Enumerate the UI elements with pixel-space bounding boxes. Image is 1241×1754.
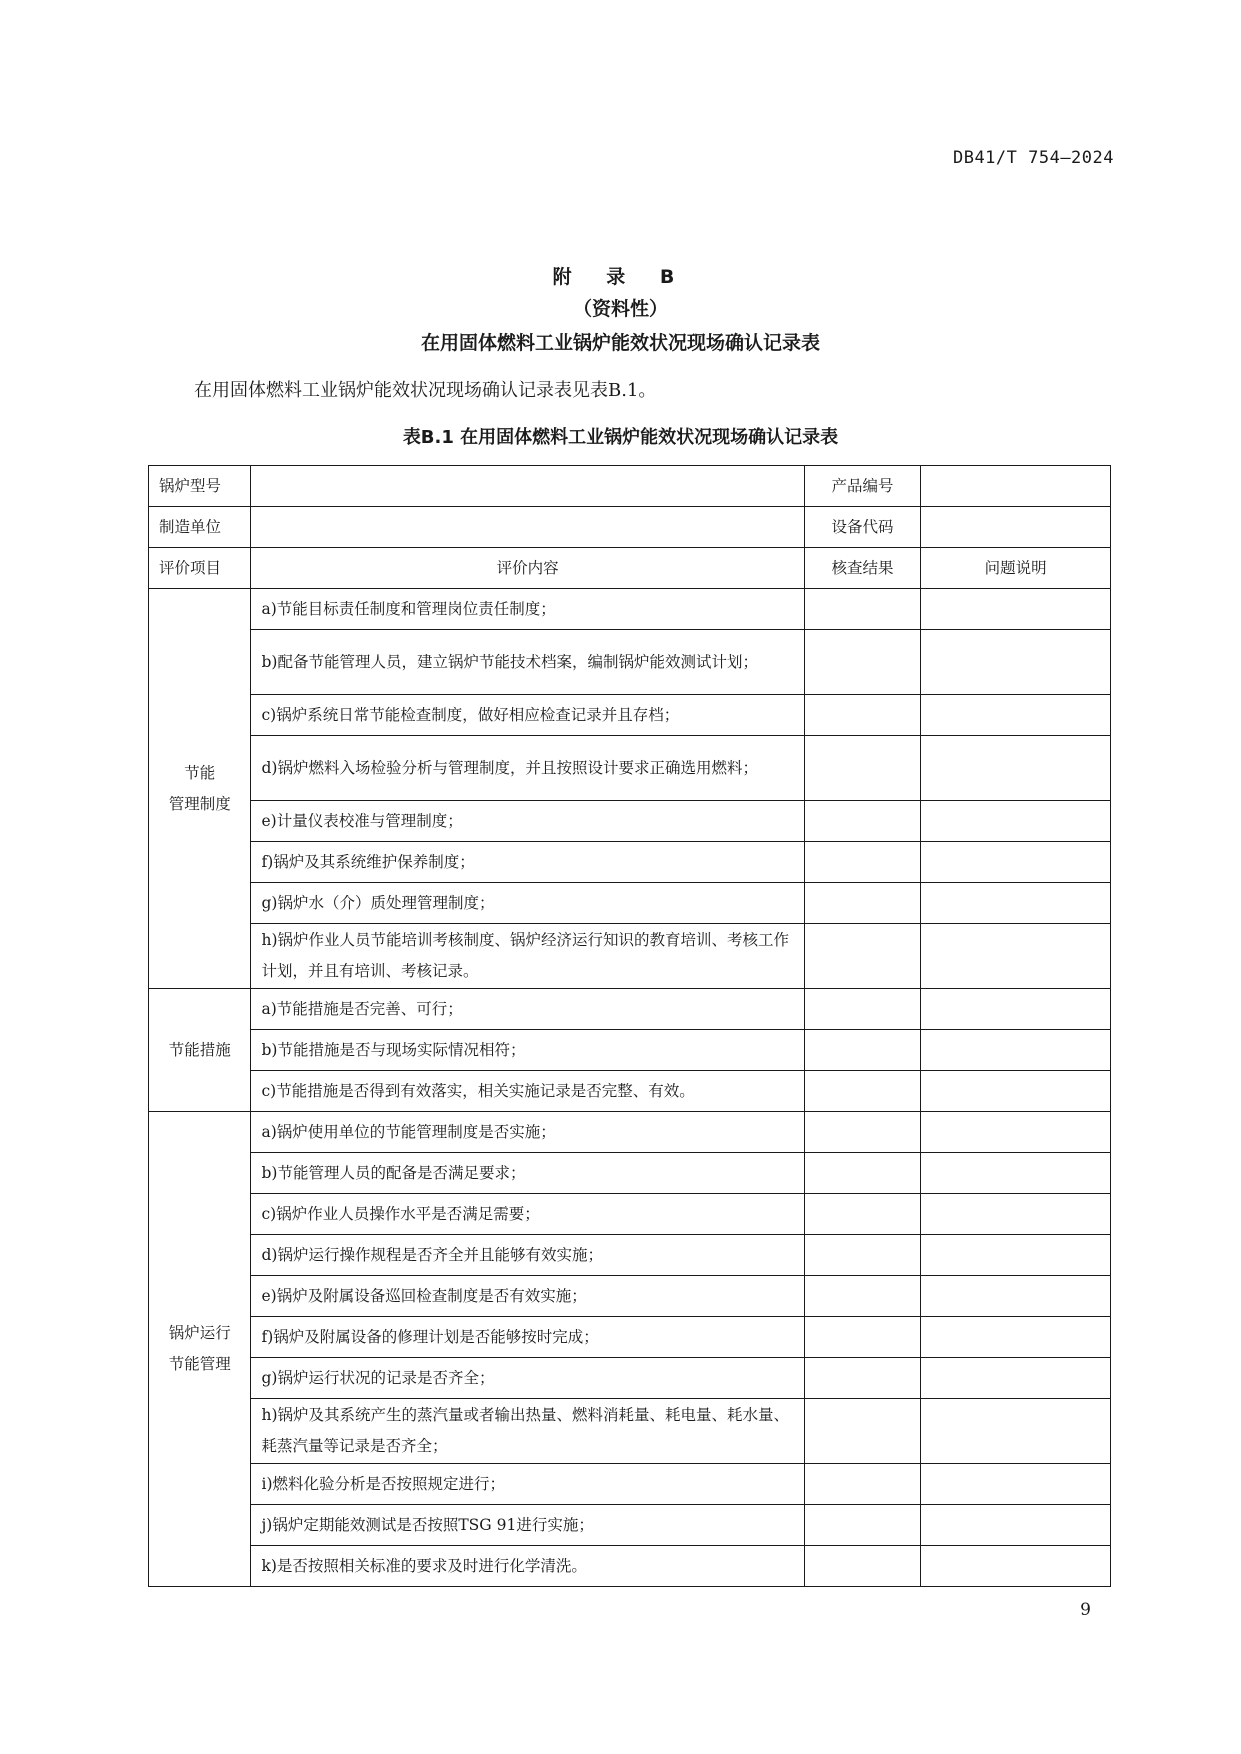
product-number-label: 产品编号 bbox=[804, 466, 920, 507]
evaluation-content: d)锅炉燃料入场检验分析与管理制度，并且按照设计要求正确选用燃料； bbox=[251, 736, 804, 801]
category-label: 节能 bbox=[184, 763, 216, 782]
issue-note-cell bbox=[921, 1071, 1111, 1112]
table-row bbox=[149, 589, 1111, 630]
issue-note-cell bbox=[921, 1276, 1111, 1317]
table-row bbox=[149, 1112, 1111, 1153]
issue-note-cell bbox=[921, 589, 1111, 630]
check-result-cell bbox=[804, 1276, 920, 1317]
header-check-result: 核查结果 bbox=[804, 548, 920, 589]
check-result-cell bbox=[804, 589, 920, 630]
evaluation-content: e)锅炉及附属设备巡回检查制度是否有效实施； bbox=[251, 1276, 804, 1317]
evaluation-content: g)锅炉运行状况的记录是否齐全； bbox=[251, 1358, 804, 1399]
check-result-cell bbox=[804, 1153, 920, 1194]
check-result-cell bbox=[804, 1317, 920, 1358]
evaluation-content: h)锅炉及其系统产生的蒸汽量或者输出热量、燃料消耗量、耗电量、耗水量、耗蒸汽量等记录是否齐全； bbox=[251, 1399, 804, 1464]
table-row bbox=[149, 695, 1111, 736]
check-result-cell bbox=[804, 924, 920, 989]
issue-note-cell bbox=[921, 1546, 1111, 1587]
category-label: 节能管理 bbox=[168, 1355, 231, 1373]
product-number-value bbox=[921, 466, 1111, 507]
table-row bbox=[149, 842, 1111, 883]
table-row bbox=[149, 1194, 1111, 1235]
appendix-label: 附 录 B bbox=[552, 266, 689, 288]
issue-note-cell bbox=[921, 1030, 1111, 1071]
check-result-cell bbox=[804, 1194, 920, 1235]
check-result-cell bbox=[804, 1546, 920, 1587]
issue-note-cell bbox=[921, 1464, 1111, 1505]
evaluation-content: g)锅炉水（介）质处理管理制度； bbox=[251, 883, 804, 924]
table-row bbox=[149, 989, 1111, 1030]
intro-paragraph: 在用固体燃料工业锅炉能效状况现场确认记录表见表B.1。 bbox=[194, 380, 657, 401]
table-row bbox=[149, 1235, 1111, 1276]
evaluation-content: b)节能措施是否与现场实际情况相符； bbox=[251, 1030, 804, 1071]
category-cell bbox=[149, 1112, 251, 1587]
issue-note-cell bbox=[921, 1153, 1111, 1194]
check-result-cell bbox=[804, 883, 920, 924]
issue-note-cell bbox=[921, 1358, 1111, 1399]
table-row bbox=[149, 1317, 1111, 1358]
category-cell bbox=[149, 989, 251, 1112]
issue-note-cell bbox=[921, 1194, 1111, 1235]
issue-note-cell bbox=[921, 736, 1111, 801]
table-row bbox=[149, 801, 1111, 842]
issue-note-cell bbox=[921, 883, 1111, 924]
check-result-cell bbox=[804, 842, 920, 883]
evaluation-content: a)锅炉使用单位的节能管理制度是否实施； bbox=[251, 1112, 804, 1153]
evaluation-content: c)锅炉系统日常节能检查制度，做好相应检查记录并且存档； bbox=[251, 695, 804, 736]
table-row bbox=[149, 883, 1111, 924]
table-row bbox=[149, 1505, 1111, 1546]
table-caption: 表B.1 在用固体燃料工业锅炉能效状况现场确认记录表 bbox=[402, 427, 839, 448]
table-row bbox=[149, 507, 1111, 548]
table-row bbox=[149, 1030, 1111, 1071]
check-result-cell bbox=[804, 1071, 920, 1112]
check-result-cell bbox=[804, 989, 920, 1030]
page-number: 9 bbox=[1080, 1600, 1091, 1620]
issue-note-cell bbox=[921, 695, 1111, 736]
table-row bbox=[149, 924, 1111, 989]
table-row bbox=[149, 630, 1111, 695]
evaluation-content: e)计量仪表校准与管理制度； bbox=[251, 801, 804, 842]
evaluation-content: c)锅炉作业人员操作水平是否满足需要； bbox=[251, 1194, 804, 1235]
evaluation-content: a)节能措施是否完善、可行； bbox=[251, 989, 804, 1030]
table-header-row bbox=[149, 548, 1111, 589]
evaluation-content: c)节能措施是否得到有效落实，相关实施记录是否完整、有效。 bbox=[251, 1071, 804, 1112]
table-row bbox=[149, 466, 1111, 507]
issue-note-cell bbox=[921, 1235, 1111, 1276]
boiler-model-value bbox=[251, 466, 804, 507]
record-table bbox=[148, 465, 1111, 1587]
evaluation-content: b)配备节能管理人员，建立锅炉节能技术档案，编制锅炉能效测试计划； bbox=[251, 630, 804, 695]
evaluation-content: a)节能目标责任制度和管理岗位责任制度； bbox=[251, 589, 804, 630]
header-eval-content: 评价内容 bbox=[251, 548, 804, 589]
check-result-cell bbox=[804, 736, 920, 801]
equipment-code-label: 设备代码 bbox=[804, 507, 920, 548]
category-label: 管理制度 bbox=[168, 794, 231, 813]
evaluation-content: f)锅炉及附属设备的修理计划是否能够按时完成； bbox=[251, 1317, 804, 1358]
check-result-cell bbox=[804, 1464, 920, 1505]
table-row bbox=[149, 736, 1111, 801]
evaluation-content: i)燃料化验分析是否按照规定进行； bbox=[251, 1464, 804, 1505]
table-row bbox=[149, 1464, 1111, 1505]
issue-note-cell bbox=[921, 630, 1111, 695]
issue-note-cell bbox=[921, 924, 1111, 989]
check-result-cell bbox=[804, 695, 920, 736]
boiler-model-label: 锅炉型号 bbox=[149, 466, 251, 507]
header-eval-item: 评价项目 bbox=[149, 548, 251, 589]
evaluation-content: d)锅炉运行操作规程是否齐全并且能够有效实施； bbox=[251, 1235, 804, 1276]
table-row bbox=[149, 1399, 1111, 1464]
issue-note-cell bbox=[921, 842, 1111, 883]
evaluation-content: j)锅炉定期能效测试是否按照TSG 91进行实施； bbox=[251, 1505, 804, 1546]
category-cell bbox=[149, 589, 251, 989]
table-row bbox=[149, 1153, 1111, 1194]
table-row bbox=[149, 1546, 1111, 1587]
equipment-code-value bbox=[921, 507, 1111, 548]
issue-note-cell bbox=[921, 1505, 1111, 1546]
issue-note-cell bbox=[921, 1399, 1111, 1464]
appendix-title: 在用固体燃料工业锅炉能效状况现场确认记录表 bbox=[420, 332, 820, 354]
category-label: 锅炉运行 bbox=[168, 1324, 231, 1342]
table-row bbox=[149, 1071, 1111, 1112]
check-result-cell bbox=[804, 1399, 920, 1464]
check-result-cell bbox=[804, 801, 920, 842]
issue-note-cell bbox=[921, 1112, 1111, 1153]
check-result-cell bbox=[804, 630, 920, 695]
table-row bbox=[149, 1358, 1111, 1399]
manufacturer-label: 制造单位 bbox=[149, 507, 251, 548]
check-result-cell bbox=[804, 1358, 920, 1399]
standard-code: DB41/T 754—2024 bbox=[952, 148, 1114, 168]
manufacturer-value bbox=[251, 507, 804, 548]
issue-note-cell bbox=[921, 989, 1111, 1030]
evaluation-content: h)锅炉作业人员节能培训考核制度、锅炉经济运行知识的教育培训、考核工作计划，并且有培训、考核记录。 bbox=[251, 924, 804, 989]
issue-note-cell bbox=[921, 1317, 1111, 1358]
table-row bbox=[149, 1276, 1111, 1317]
check-result-cell bbox=[804, 1112, 920, 1153]
category-label: 节能措施 bbox=[168, 1040, 231, 1059]
check-result-cell bbox=[804, 1235, 920, 1276]
check-result-cell bbox=[804, 1030, 920, 1071]
evaluation-content: b)节能管理人员的配备是否满足要求； bbox=[251, 1153, 804, 1194]
check-result-cell bbox=[804, 1505, 920, 1546]
evaluation-content: k)是否按照相关标准的要求及时进行化学清洗。 bbox=[251, 1546, 804, 1587]
header-issue-note: 问题说明 bbox=[921, 548, 1111, 589]
evaluation-content: f)锅炉及其系统维护保养制度； bbox=[251, 842, 804, 883]
appendix-nature: （资料性） bbox=[572, 298, 668, 320]
issue-note-cell bbox=[921, 801, 1111, 842]
